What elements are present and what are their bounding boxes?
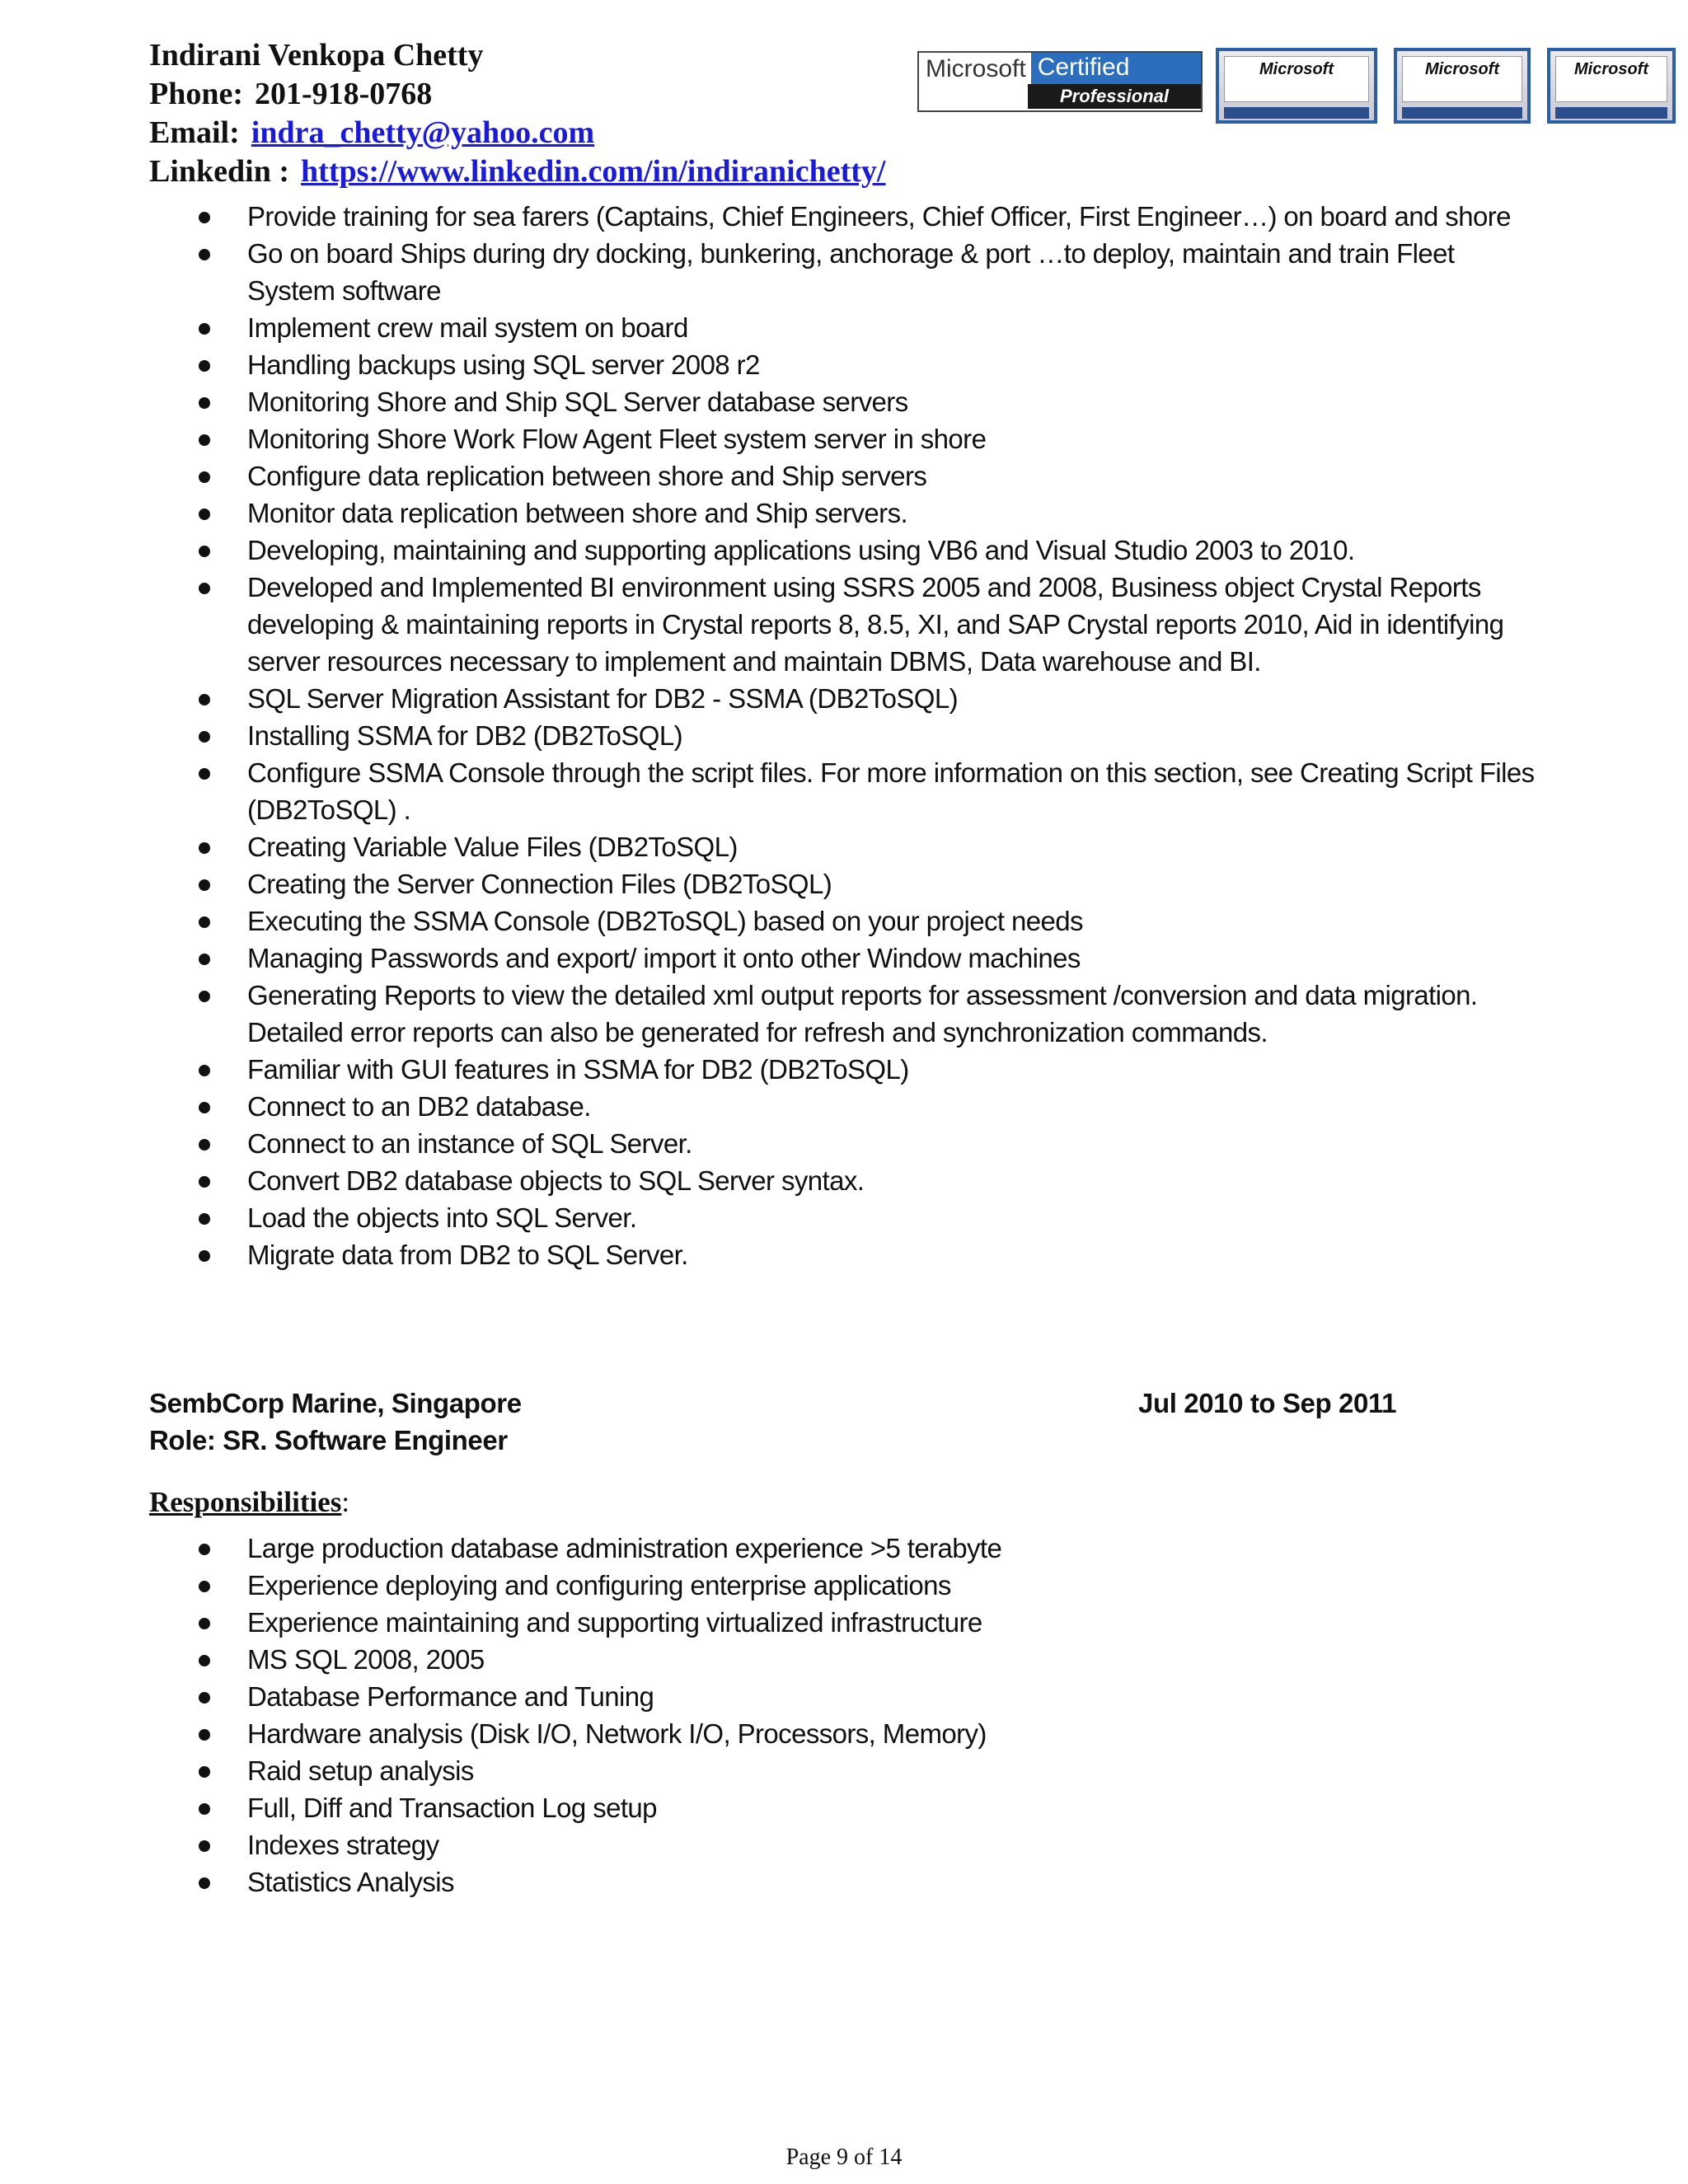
- bullet-icon: [199, 1102, 210, 1113]
- cert-logo-1-text: Microsoft: [1224, 56, 1369, 102]
- page-number: Page 9 of 14: [785, 2144, 903, 2170]
- list-item: Experience deploying and configuring enterprise applications: [0, 1567, 1541, 1604]
- list-item: Developed and Implemented BI environment using SSRS 2005 and 2008, Business object Crystal Reports developing & maintaining reports in Crystal reports 8, 8.5, XI, and SAP Crystal reports 2010, Aid in identifying server resources necessary to implement and maintain DBMS, Data warehouse and BI.: [0, 569, 1541, 680]
- email-label: Email:: [149, 115, 240, 150]
- bullet-icon: [199, 694, 210, 705]
- bullet-icon: [199, 1544, 210, 1555]
- list-item: Handling backups using SQL server 2008 r2: [0, 346, 1541, 383]
- bullet-icon: [199, 360, 210, 372]
- bullet-icon: [199, 1877, 210, 1889]
- bullet-icon: [199, 1692, 210, 1704]
- bullet-icon: [199, 916, 210, 928]
- bullet-icon: [199, 1618, 210, 1629]
- list-item: SQL Server Migration Assistant for DB2 - SSMA (DB2ToSQL): [0, 680, 1541, 717]
- bullet-icon: [199, 879, 210, 891]
- bullet-icon: [199, 546, 210, 557]
- bullet-icon: [199, 1581, 210, 1592]
- list-item: Raid setup analysis: [0, 1752, 1541, 1789]
- certification-badges: [917, 48, 1676, 129]
- list-item: Monitoring Shore and Ship SQL Server database servers: [0, 383, 1541, 420]
- list-item: Monitor data replication between shore and Ship servers.: [0, 494, 1541, 532]
- cert-logo-3: [1547, 48, 1676, 124]
- list-item: Managing Passwords and export/ import it onto other Window machines: [0, 940, 1541, 977]
- list-item: Go on board Ships during dry docking, bunkering, anchorage & port …to deploy, maintain and train Fleet System software: [0, 235, 1541, 309]
- bullet-icon: [199, 1213, 210, 1225]
- job-heading: [149, 1385, 522, 1459]
- bullet-icon: [199, 954, 210, 965]
- list-item: Hardware analysis (Disk I/O, Network I/O, Processors, Memory): [0, 1715, 1541, 1752]
- list-item: Creating Variable Value Files (DB2ToSQL): [0, 828, 1541, 865]
- bullet-icon: [199, 1729, 210, 1741]
- list-item: Database Performance and Tuning: [0, 1678, 1541, 1715]
- list-item: Convert DB2 database objects to SQL Server syntax.: [0, 1162, 1541, 1199]
- duties-list: [0, 198, 1541, 1273]
- job-dates: Jul 2010 to Sep 2011: [1138, 1388, 1397, 1418]
- bullet-icon: [199, 991, 210, 1002]
- bullet-icon: [199, 509, 210, 520]
- list-item: Creating the Server Connection Files (DB2ToSQL): [0, 865, 1541, 902]
- cert-logo-2: [1394, 48, 1531, 124]
- bullet-icon: [199, 1803, 210, 1815]
- cert-logo-3-text: Microsoft: [1555, 56, 1667, 102]
- list-item: Indexes strategy: [0, 1826, 1541, 1863]
- cert-logo-1: [1216, 48, 1377, 124]
- responsibilities-list: [0, 1530, 1541, 1900]
- list-item: Migrate data from DB2 to SQL Server.: [0, 1236, 1541, 1273]
- list-item: Configure data replication between shore and Ship servers: [0, 457, 1541, 494]
- cert-logo-2-text: Microsoft: [1402, 56, 1522, 102]
- email-line: [149, 114, 885, 152]
- bullet-icon: [199, 1766, 210, 1778]
- bullet-icon: [199, 842, 210, 854]
- bullet-icon: [199, 434, 210, 446]
- list-item: Full, Diff and Transaction Log setup: [0, 1789, 1541, 1826]
- list-item: Executing the SSMA Console (DB2ToSQL) based on your project needs: [0, 902, 1541, 940]
- responsibilities-label: Responsibilities: [149, 1486, 342, 1518]
- candidate-name: Indirani Venkopa Chetty: [149, 38, 484, 73]
- bullet-icon: [199, 471, 210, 483]
- list-item: Connect to an instance of SQL Server.: [0, 1125, 1541, 1162]
- phone-number: 201-918-0768: [255, 77, 433, 111]
- list-item: Experience maintaining and supporting virtualized infrastructure: [0, 1604, 1541, 1641]
- list-item: Familiar with GUI features in SSMA for DB2 (DB2ToSQL): [0, 1051, 1541, 1088]
- contact-header: [149, 36, 885, 191]
- mcp-badge-microsoft: Microsoft: [926, 55, 1026, 82]
- email-link[interactable]: indra_chetty@yahoo.com: [251, 115, 595, 150]
- linkedin-link[interactable]: https://www.linkedin.com/in/indiranichetty/: [301, 154, 886, 189]
- list-item: Provide training for sea farers (Captains, Chief Engineers, Chief Officer, First Engineer…) on board and shore: [0, 198, 1541, 235]
- bullet-icon: [199, 583, 210, 594]
- mcp-badge: [917, 51, 1203, 112]
- list-item: Developing, maintaining and supporting applications using VB6 and Visual Studio 2003 to 2010.: [0, 532, 1541, 569]
- mcp-badge-certified: Certified: [1031, 53, 1201, 84]
- bullet-icon: [199, 397, 210, 409]
- bullet-icon: [199, 1065, 210, 1076]
- bullet-icon: [199, 1840, 210, 1852]
- responsibilities-heading: [149, 1483, 349, 1521]
- linkedin-label: Linkedin :: [149, 154, 290, 189]
- bullet-icon: [199, 731, 210, 743]
- list-item: Installing SSMA for DB2 (DB2ToSQL): [0, 717, 1541, 754]
- bullet-icon: [199, 249, 210, 260]
- list-item: Generating Reports to view the detailed xml output reports for assessment /conversion and data migration. Detailed error reports can also be generated for refresh and synchronization commands.: [0, 977, 1541, 1051]
- bullet-icon: [199, 323, 210, 335]
- phone-line: [149, 75, 885, 114]
- bullet-icon: [199, 212, 210, 223]
- list-item: Implement crew mail system on board: [0, 309, 1541, 346]
- mcp-badge-professional: Professional: [1028, 84, 1201, 109]
- linkedin-line: [149, 152, 885, 191]
- list-item: Configure SSMA Console through the script files. For more information on this section, see Creating Script Files (DB2ToSQL) .: [0, 754, 1541, 828]
- bullet-icon: [199, 768, 210, 780]
- list-item: Connect to an DB2 database.: [0, 1088, 1541, 1125]
- bullet-icon: [199, 1655, 210, 1666]
- bullet-icon: [199, 1250, 210, 1262]
- bullet-icon: [199, 1176, 210, 1188]
- list-item: Monitoring Shore Work Flow Agent Fleet system server in shore: [0, 420, 1541, 457]
- phone-label: Phone:: [149, 77, 243, 111]
- list-item: Large production database administration experience >5 terabyte: [0, 1530, 1541, 1567]
- list-item: Statistics Analysis: [0, 1863, 1541, 1900]
- responsibilities-colon: :: [341, 1486, 350, 1518]
- bullet-icon: [199, 1139, 210, 1151]
- list-item: MS SQL 2008, 2005: [0, 1641, 1541, 1678]
- job-role: Role: SR. Software Engineer: [149, 1425, 508, 1455]
- company-name: SembCorp Marine, Singapore: [149, 1388, 522, 1418]
- list-item: Load the objects into SQL Server.: [0, 1199, 1541, 1236]
